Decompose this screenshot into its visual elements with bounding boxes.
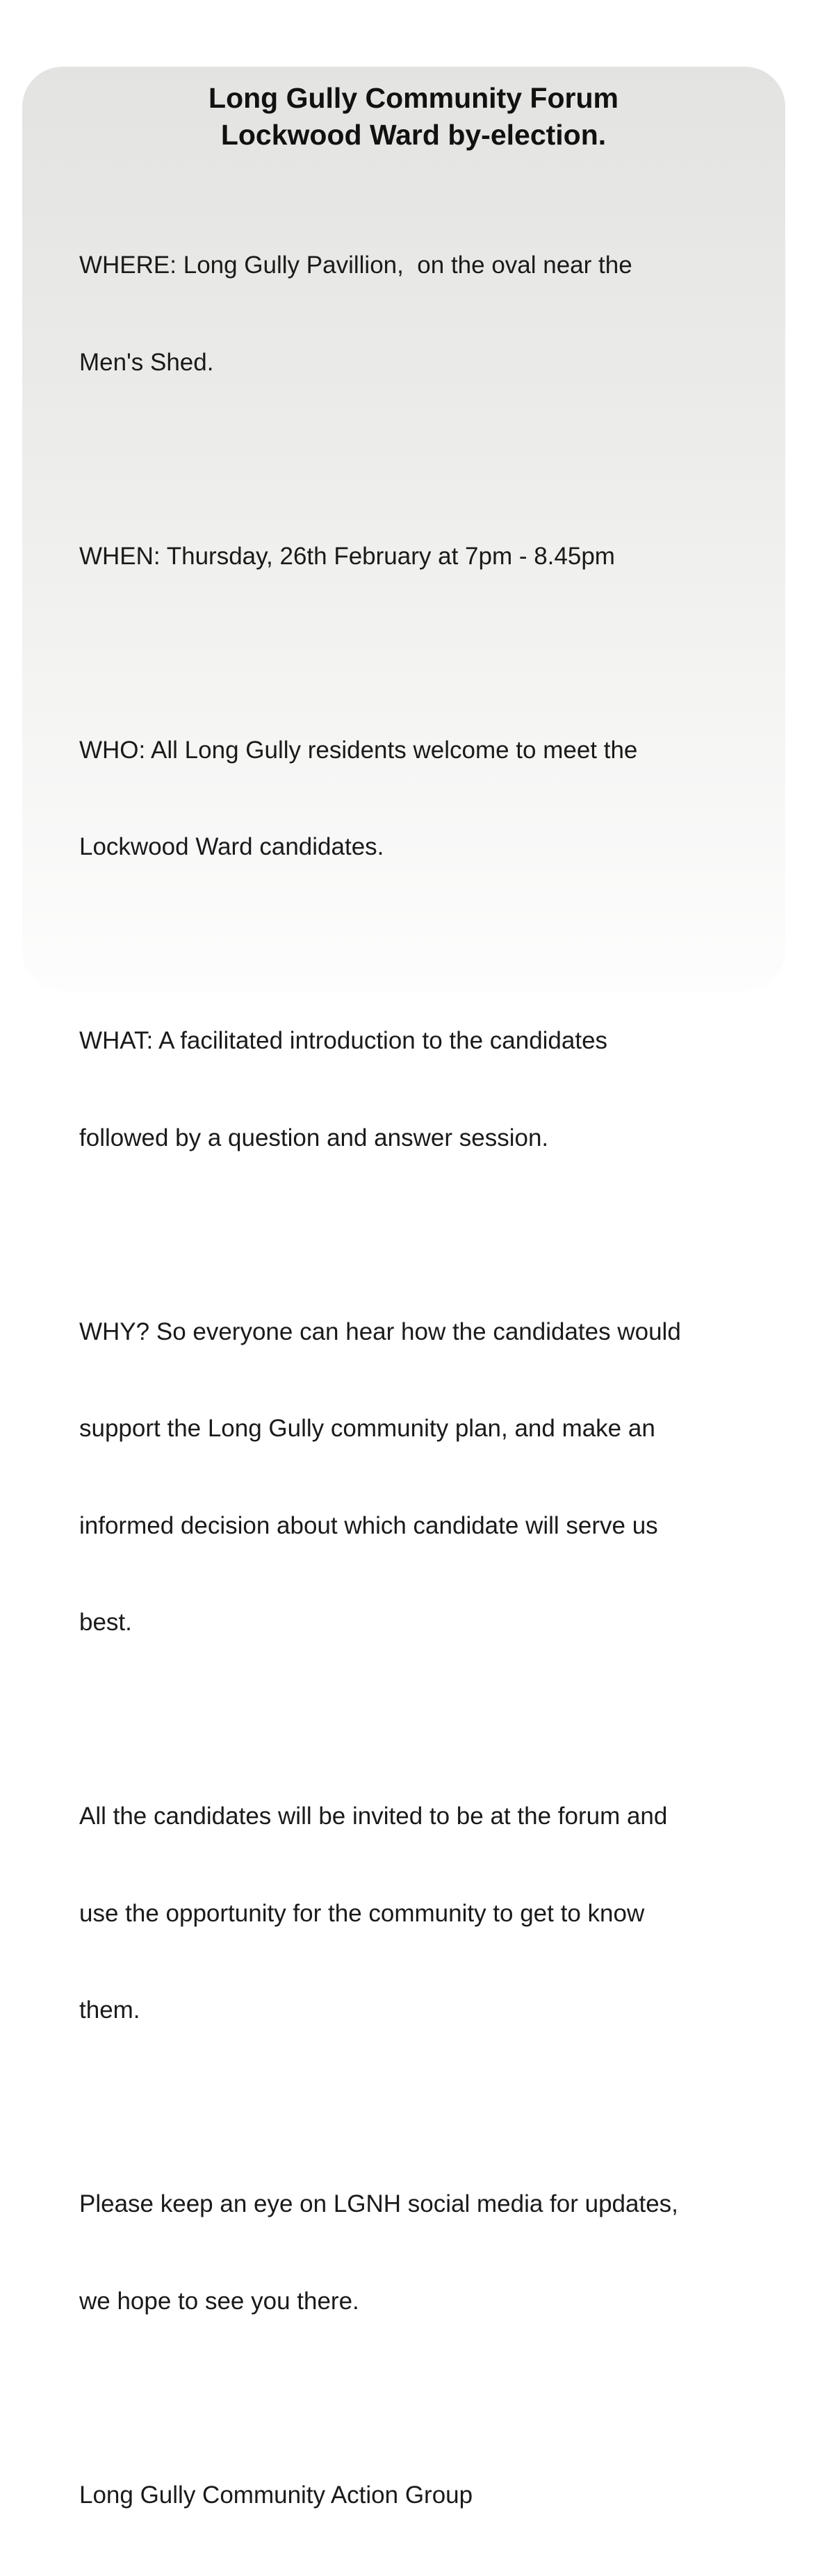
text-line: WHY? So everyone can hear how the candidates would <box>79 1316 746 1349</box>
title-line-election: Lockwood Ward by-election. <box>0 117 827 154</box>
text-line: support the Long Gully community plan, and make an <box>79 1413 746 1445</box>
text-line: informed decision about which candidate will serve us <box>79 1510 746 1543</box>
text-line: WHERE: Long Gully Pavillion, on the oval near the <box>79 249 746 282</box>
text-line: them. <box>79 1994 746 2027</box>
text-line: WHEN: Thursday, 26th February at 7pm - 8.45pm <box>79 541 746 573</box>
text-line: WHO: All Long Gully residents welcome to meet the <box>79 735 746 767</box>
text-line: Men's Shed. <box>79 347 746 379</box>
text-line: use the opportunity for the community to get to know <box>79 1898 746 1930</box>
text-line: All the candidates will be invited to be at the forum and <box>79 1800 746 1833</box>
text-line: followed by a question and answer session. <box>79 1122 746 1155</box>
paragraph-who <box>79 670 746 928</box>
paragraph-updates <box>79 2124 746 2382</box>
paragraph-invitation <box>79 1736 746 2092</box>
text-line: best. <box>79 1607 746 1639</box>
flyer-body <box>79 185 746 2576</box>
flyer-title <box>0 80 827 154</box>
paragraph-when <box>79 476 746 638</box>
signature-organisation <box>79 2415 746 2576</box>
text-line: WHAT: A facilitated introduction to the candidates <box>79 1025 746 1058</box>
paragraph-where <box>79 185 746 443</box>
text-line: Please keep an eye on LGNH social media for updates, <box>79 2188 746 2221</box>
title-line-event: Long Gully Community Forum <box>0 80 827 117</box>
text-line: we hope to see you there. <box>79 2286 746 2318</box>
text-line: Lockwood Ward candidates. <box>79 831 746 864</box>
paragraph-why <box>79 1252 746 1704</box>
paragraph-what <box>79 960 746 1219</box>
text-line: Long Gully Community Action Group <box>79 2479 746 2512</box>
